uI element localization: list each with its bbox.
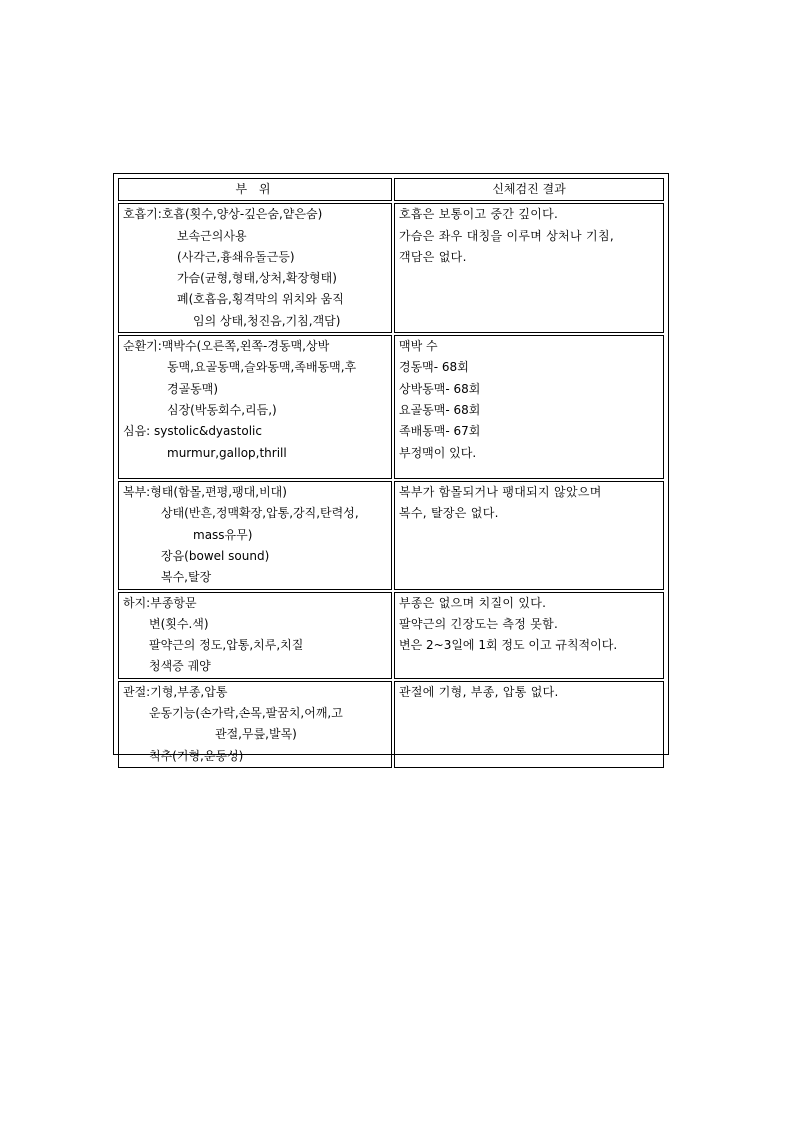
- lower-limb-items: [118, 592, 392, 679]
- circulatory-line: murmur,gallop,thrill: [167, 445, 287, 460]
- joints-line: 관절,무릎,발목): [215, 727, 297, 742]
- lower-limb-line: 팔약근의 정도,압통,치루,치질: [149, 638, 304, 653]
- result-line: 관절에 기형, 부종, 압통 없다.: [399, 684, 559, 699]
- abdomen-line: 복부:형태(함몰,편평,팽대,비대): [123, 485, 287, 500]
- table-row-circulatory: [118, 335, 664, 479]
- physical-exam-table: [116, 176, 666, 770]
- joints-result: [394, 681, 664, 768]
- result-line: 경동맥- 68회: [399, 360, 469, 375]
- circulatory-line: 동맥,요골동맥,슬와동맥,족배동맥,후: [167, 360, 357, 375]
- table-row-joints: [118, 681, 664, 768]
- result-line: 가슴은 좌우 대칭을 이루며 상처나 기침,: [399, 228, 614, 243]
- result-line: 족배동맥- 67회: [399, 424, 481, 439]
- lower-limb-line: 변(횟수.색): [149, 616, 209, 631]
- lower-limb-line: 청색증 궤양: [149, 659, 211, 674]
- abdomen-items: [118, 481, 392, 589]
- lower-limb-result: [394, 592, 664, 679]
- result-line: 변은 2~3일에 1회 정도 이고 규칙적이다.: [399, 638, 618, 653]
- exam-table-frame: [113, 173, 669, 763]
- respiratory-line: 가슴(균형,형태,상처,확장형태): [177, 271, 337, 286]
- abdomen-result: [394, 481, 664, 589]
- respiratory-line: 폐(호흡음,횡격막의 위치와 움직: [177, 292, 344, 307]
- result-line: 복부가 함몰되거나 팽대되지 않았으며: [399, 485, 602, 500]
- abdomen-line: mass유무): [193, 527, 253, 542]
- respiratory-items: [118, 203, 392, 333]
- circulatory-line: 순환기:맥박수(오른쪽,왼쪽-경동맥,상박: [123, 339, 330, 354]
- header-exam-result: 신체검진 결과: [394, 178, 664, 201]
- respiratory-line: 보속근의사용: [177, 228, 247, 243]
- circulatory-result: [394, 335, 664, 479]
- circulatory-line: 경골동맥): [167, 381, 219, 396]
- table-row-respiratory: [118, 203, 664, 333]
- lower-limb-line: 하지:부종항문: [123, 595, 197, 610]
- abdomen-line: 장음(bowel sound): [161, 548, 270, 563]
- respiratory-line: 임의 상태,청진음,기침,객담): [193, 313, 341, 328]
- respiratory-result: [394, 203, 664, 333]
- circulatory-items: [118, 335, 392, 479]
- result-line: 호흡은 보통이고 중간 깊이다.: [399, 207, 559, 222]
- joints-line: 척추(기형,운동성): [149, 748, 244, 763]
- header-body-part: 부 위: [118, 178, 392, 201]
- result-line: 팔약근의 긴장도는 측정 못함.: [399, 616, 559, 631]
- result-line: 복수, 탈장은 없다.: [399, 506, 499, 521]
- joints-items: [118, 681, 392, 768]
- respiratory-line: (사각근,흉쇄유돌근등): [177, 249, 295, 264]
- abdomen-line: 복수,탈장: [161, 570, 212, 585]
- result-line: 객담은 없다.: [399, 249, 467, 264]
- result-line: 요골동맥- 68회: [399, 402, 481, 417]
- result-line: 부종은 없으며 치질이 있다.: [399, 595, 547, 610]
- result-line: 맥박 수: [399, 339, 438, 354]
- result-line: 상박동맥- 68회: [399, 381, 481, 396]
- table-row-lower-limb: [118, 592, 664, 679]
- joints-line: 관절:기형,부종,압통: [123, 684, 228, 699]
- table-row-abdomen: [118, 481, 664, 589]
- joints-line: 운동기능(손가락,손목,팔꿈치,어깨,고: [149, 706, 343, 721]
- table-header-row: [118, 178, 664, 201]
- result-line: 부정맥이 있다.: [399, 445, 477, 460]
- circulatory-line: 심음: systolic&dyastolic: [123, 424, 262, 439]
- circulatory-line: 심장(박동회수,리듬,): [167, 402, 277, 417]
- respiratory-line: 호흡기:호흡(횟수,양상-깊은숨,얕은숨): [123, 207, 323, 222]
- abdomen-line: 상태(반흔,정맥확장,압통,강직,탄력성,: [161, 506, 359, 521]
